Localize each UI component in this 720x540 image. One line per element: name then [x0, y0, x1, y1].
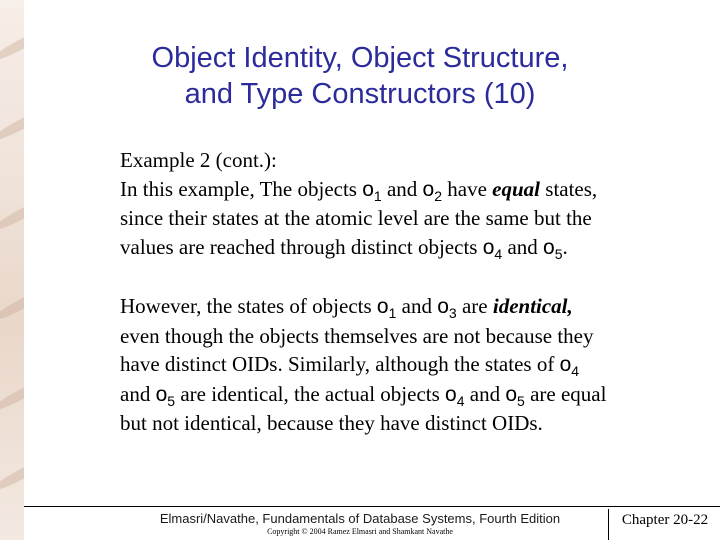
para2-line-5: but not identical, because they have distinct OIDs. — [120, 411, 543, 435]
footer-copyright: Copyright © 2004 Ramez Elmasri and Shamkant Navathe — [267, 527, 453, 536]
para2-line-3: have distinct OIDs. Similarly, although the states of $o_4$ — [120, 352, 580, 380]
emphasis-identical: identical, — [492, 294, 573, 318]
object-o5: $o_5$ — [543, 235, 563, 262]
para1-line-2: In this example, The objects $o_1$ and $o_2$ have equal states, — [120, 176, 598, 204]
para1-line-3: since their states at the atomic level are the same but the — [120, 206, 592, 230]
object-o3: $o_3$ — [437, 295, 457, 322]
para2-line-1: However, the states of objects $o_1$ and $o_3$ are identical, — [120, 294, 573, 322]
para2-line-4: and $o_5$ are identical, the actual objects $o_4$ and $o_5$ are equal — [120, 381, 607, 409]
object-o5: $o_5$ — [505, 382, 525, 409]
object-o1: $o_1$ — [362, 177, 382, 204]
footer-chapter: Chapter 20-22 — [608, 509, 720, 540]
emphasis-equal: equal — [492, 176, 541, 201]
footer-book-title: Elmasri/Navathe, Fundamentals of Database Systems, Fourth Edition — [159, 511, 561, 526]
object-o4: $o_4$ — [482, 235, 503, 262]
footer-divider — [24, 506, 720, 507]
slide-body — [120, 146, 700, 438]
object-o5: $o_5$ — [155, 382, 176, 409]
example-heading: Example 2 (cont.): — [120, 148, 277, 172]
decorative-sand-sidebar — [0, 0, 24, 540]
object-o1: $o_1$ — [376, 295, 397, 322]
footer-credits — [120, 510, 600, 537]
slide-title-line-1: Object Identity, Object Structure, — [151, 42, 569, 74]
slide-title — [30, 40, 690, 112]
slide-title-line-2: and Type Constructors (10) — [184, 78, 536, 110]
para2-line-2: even though the objects themselves are not because they — [120, 323, 594, 348]
object-o2: $o_2$ — [422, 177, 443, 204]
para1-line-4: values are reached through distinct objects $o_4$ and $o_5$. — [120, 234, 568, 262]
object-o4: $o_4$ — [559, 353, 580, 380]
object-o4: $o_4$ — [445, 382, 465, 409]
